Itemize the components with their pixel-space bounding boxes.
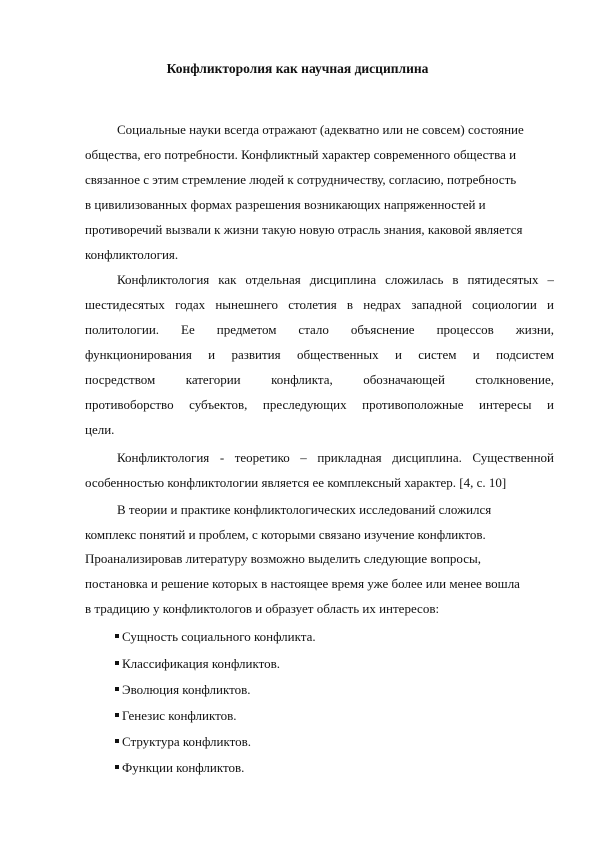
paragraph-2-line: шестидесятых годах нынешнего столетия в недрах западной социологии и xyxy=(85,297,554,312)
paragraph-4-line: в традицию у конфликтологов и образует область их интересов: xyxy=(85,601,440,616)
list-item xyxy=(115,681,251,699)
paragraph-2-line: Конфликтология как отдельная дисциплина сложилась в пятидесятых – xyxy=(117,272,554,287)
paragraph-4-line: постановка и решение которых в настоящее время уже более или менее вошла xyxy=(85,576,520,591)
bullet-icon xyxy=(115,634,119,638)
page-title: Конфликторолия как научная дисциплина xyxy=(166,61,429,76)
paragraph-1-line: в цивилизованных формах разрешения возникающих напряженностей и xyxy=(85,197,486,212)
list-item xyxy=(115,655,280,673)
list-item-text: Сущность социального конфликта. xyxy=(122,629,316,644)
list-item xyxy=(115,733,251,751)
bullet-icon xyxy=(115,713,119,717)
paragraph-4-line: В теории и практике конфликтологических исследований сложился xyxy=(117,502,492,517)
bullet-icon xyxy=(115,739,119,743)
list-item-text: Эволюция конфликтов. xyxy=(122,682,251,697)
paragraph-2-line: функционирования и развития общественных и систем и подсистем xyxy=(85,347,554,362)
list-item-text: Структура конфликтов. xyxy=(122,734,252,749)
paragraph-4-line: Проанализировав литературу возможно выделить следующие вопросы, xyxy=(85,551,481,566)
paragraph-1-line: связанное с этим стремление людей к сотрудничеству, согласию, потребность xyxy=(85,172,517,187)
paragraph-3-line: Конфликтология - теоретико – прикладная дисциплина. Существенной xyxy=(117,450,554,465)
list-item-text: Функции конфликтов. xyxy=(122,760,245,775)
paragraph-2-line: политологии. Ее предметом стало объяснение процессов жизни, xyxy=(85,322,554,337)
paragraph-2-line: цели. xyxy=(85,422,115,437)
paragraph-1-line: Социальные науки всегда отражают (адекватно или не совсем) состояние xyxy=(117,122,524,137)
paragraph-2-line: посредством категории конфликта, обозначающей столкновение, xyxy=(85,372,554,387)
paragraph-1-line: конфликтология. xyxy=(85,247,179,262)
bullet-icon xyxy=(115,687,119,691)
list-item xyxy=(115,628,316,646)
paragraph-4-line: комплекс понятий и проблем, с которыми связано изучение конфликтов. xyxy=(85,527,486,542)
list-item-text: Генезис конфликтов. xyxy=(122,708,237,723)
list-item xyxy=(115,707,237,725)
bullet-icon xyxy=(115,765,119,769)
list-item-text: Классификация конфликтов. xyxy=(122,656,281,671)
paragraph-1-line: общества, его потребности. Конфликтный характер современного общества и xyxy=(85,147,517,162)
paragraph-3-line: особенностью конфликтологии является ее комплексный характер. [4, с. 10] xyxy=(85,475,507,490)
bullet-icon xyxy=(115,661,119,665)
list-item xyxy=(115,759,244,777)
paragraph-1-line: противоречий вызвали к жизни такую новую отрасль знания, каковой является xyxy=(85,222,523,237)
paragraph-2-line: противоборство субъектов, преследующих противоположные интересы и xyxy=(85,397,554,412)
